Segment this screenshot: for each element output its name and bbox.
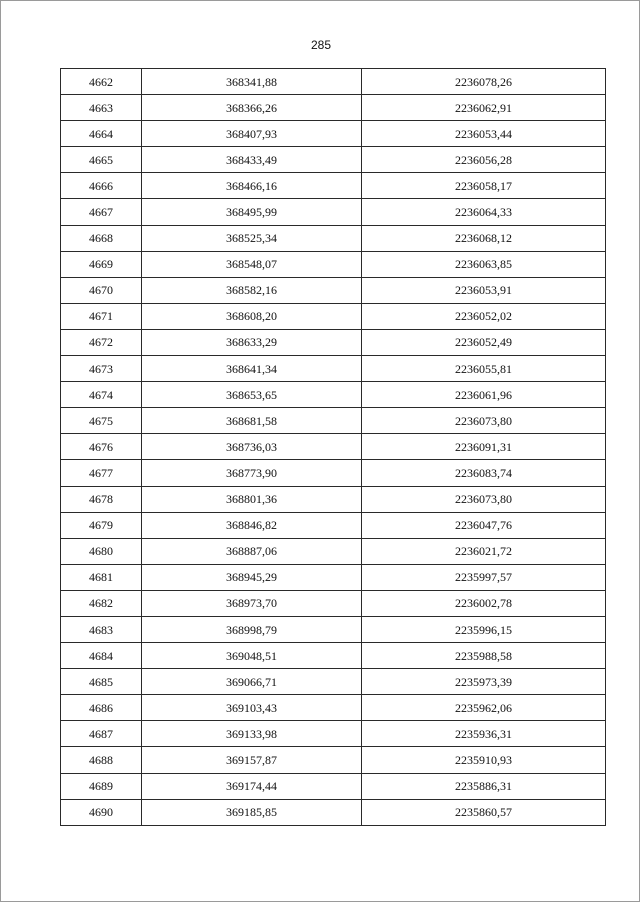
y-coordinate: 2235997,57 (362, 564, 606, 590)
point-id: 4681 (61, 564, 142, 590)
x-coordinate: 368341,88 (142, 69, 362, 95)
x-coordinate: 368407,93 (142, 121, 362, 147)
y-coordinate: 2236083,74 (362, 460, 606, 486)
y-coordinate: 2236053,91 (362, 277, 606, 303)
table-row (61, 329, 606, 355)
table-row (61, 121, 606, 147)
y-coordinate: 2236063,85 (362, 251, 606, 277)
point-id: 4689 (61, 773, 142, 799)
coordinates-table-body (61, 69, 606, 826)
point-id: 4674 (61, 382, 142, 408)
x-coordinate: 368608,20 (142, 303, 362, 329)
x-coordinate: 368582,16 (142, 277, 362, 303)
table-row (61, 199, 606, 225)
table-row (61, 564, 606, 590)
x-coordinate: 368495,99 (142, 199, 362, 225)
table-row (61, 277, 606, 303)
point-id: 4686 (61, 695, 142, 721)
x-coordinate: 368887,06 (142, 538, 362, 564)
point-id: 4679 (61, 512, 142, 538)
point-id: 4680 (61, 538, 142, 564)
point-id: 4677 (61, 460, 142, 486)
x-coordinate: 369103,43 (142, 695, 362, 721)
table-row (61, 773, 606, 799)
y-coordinate: 2235973,39 (362, 669, 606, 695)
table-row (61, 643, 606, 669)
y-coordinate: 2235910,93 (362, 747, 606, 773)
x-coordinate: 369174,44 (142, 773, 362, 799)
point-id: 4662 (61, 69, 142, 95)
x-coordinate: 368633,29 (142, 329, 362, 355)
y-coordinate: 2236068,12 (362, 225, 606, 251)
table-row (61, 486, 606, 512)
x-coordinate: 369157,87 (142, 747, 362, 773)
table-row (61, 512, 606, 538)
y-coordinate: 2235860,57 (362, 799, 606, 825)
table-row (61, 69, 606, 95)
x-coordinate: 368641,34 (142, 356, 362, 382)
point-id: 4665 (61, 147, 142, 173)
table-row (61, 225, 606, 251)
y-coordinate: 2236047,76 (362, 512, 606, 538)
point-id: 4684 (61, 643, 142, 669)
x-coordinate: 368998,79 (142, 616, 362, 642)
x-coordinate: 368681,58 (142, 408, 362, 434)
y-coordinate: 2236073,80 (362, 486, 606, 512)
point-id: 4682 (61, 590, 142, 616)
point-id: 4669 (61, 251, 142, 277)
point-id: 4675 (61, 408, 142, 434)
point-id: 4676 (61, 434, 142, 460)
table-row (61, 799, 606, 825)
x-coordinate: 368945,29 (142, 564, 362, 590)
y-coordinate: 2236058,17 (362, 173, 606, 199)
y-coordinate: 2236002,78 (362, 590, 606, 616)
x-coordinate: 368466,16 (142, 173, 362, 199)
x-coordinate: 368846,82 (142, 512, 362, 538)
y-coordinate: 2236073,80 (362, 408, 606, 434)
point-id: 4664 (61, 121, 142, 147)
point-id: 4690 (61, 799, 142, 825)
y-coordinate: 2236052,49 (362, 329, 606, 355)
table-row (61, 616, 606, 642)
table-row (61, 303, 606, 329)
table-row (61, 147, 606, 173)
y-coordinate: 2236078,26 (362, 69, 606, 95)
x-coordinate: 368653,65 (142, 382, 362, 408)
page-number: 285 (310, 38, 332, 52)
table-row (61, 173, 606, 199)
table-row (61, 747, 606, 773)
table-row (61, 590, 606, 616)
table-row (61, 538, 606, 564)
table-row (61, 356, 606, 382)
table-row (61, 408, 606, 434)
y-coordinate: 2235988,58 (362, 643, 606, 669)
y-coordinate: 2236021,72 (362, 538, 606, 564)
x-coordinate: 368736,03 (142, 434, 362, 460)
table-row (61, 695, 606, 721)
y-coordinate: 2236061,96 (362, 382, 606, 408)
y-coordinate: 2235996,15 (362, 616, 606, 642)
y-coordinate: 2236055,81 (362, 356, 606, 382)
x-coordinate: 368548,07 (142, 251, 362, 277)
point-id: 4667 (61, 199, 142, 225)
point-id: 4670 (61, 277, 142, 303)
y-coordinate: 2235886,31 (362, 773, 606, 799)
point-id: 4688 (61, 747, 142, 773)
table-row (61, 95, 606, 121)
x-coordinate: 368973,70 (142, 590, 362, 616)
y-coordinate: 2236062,91 (362, 95, 606, 121)
x-coordinate: 369048,51 (142, 643, 362, 669)
x-coordinate: 368773,90 (142, 460, 362, 486)
x-coordinate: 368366,26 (142, 95, 362, 121)
y-coordinate: 2235962,06 (362, 695, 606, 721)
x-coordinate: 369185,85 (142, 799, 362, 825)
y-coordinate: 2236064,33 (362, 199, 606, 225)
x-coordinate: 368801,36 (142, 486, 362, 512)
point-id: 4672 (61, 329, 142, 355)
coordinates-table (60, 68, 606, 826)
point-id: 4668 (61, 225, 142, 251)
point-id: 4687 (61, 721, 142, 747)
x-coordinate: 369133,98 (142, 721, 362, 747)
y-coordinate: 2236053,44 (362, 121, 606, 147)
table-row (61, 382, 606, 408)
point-id: 4673 (61, 356, 142, 382)
point-id: 4663 (61, 95, 142, 121)
point-id: 4678 (61, 486, 142, 512)
x-coordinate: 368525,34 (142, 225, 362, 251)
y-coordinate: 2235936,31 (362, 721, 606, 747)
y-coordinate: 2236091,31 (362, 434, 606, 460)
table-row (61, 669, 606, 695)
table-row (61, 721, 606, 747)
y-coordinate: 2236056,28 (362, 147, 606, 173)
point-id: 4683 (61, 616, 142, 642)
point-id: 4666 (61, 173, 142, 199)
table-row (61, 434, 606, 460)
table-row (61, 460, 606, 486)
point-id: 4671 (61, 303, 142, 329)
point-id: 4685 (61, 669, 142, 695)
x-coordinate: 368433,49 (142, 147, 362, 173)
y-coordinate: 2236052,02 (362, 303, 606, 329)
table-row (61, 251, 606, 277)
x-coordinate: 369066,71 (142, 669, 362, 695)
